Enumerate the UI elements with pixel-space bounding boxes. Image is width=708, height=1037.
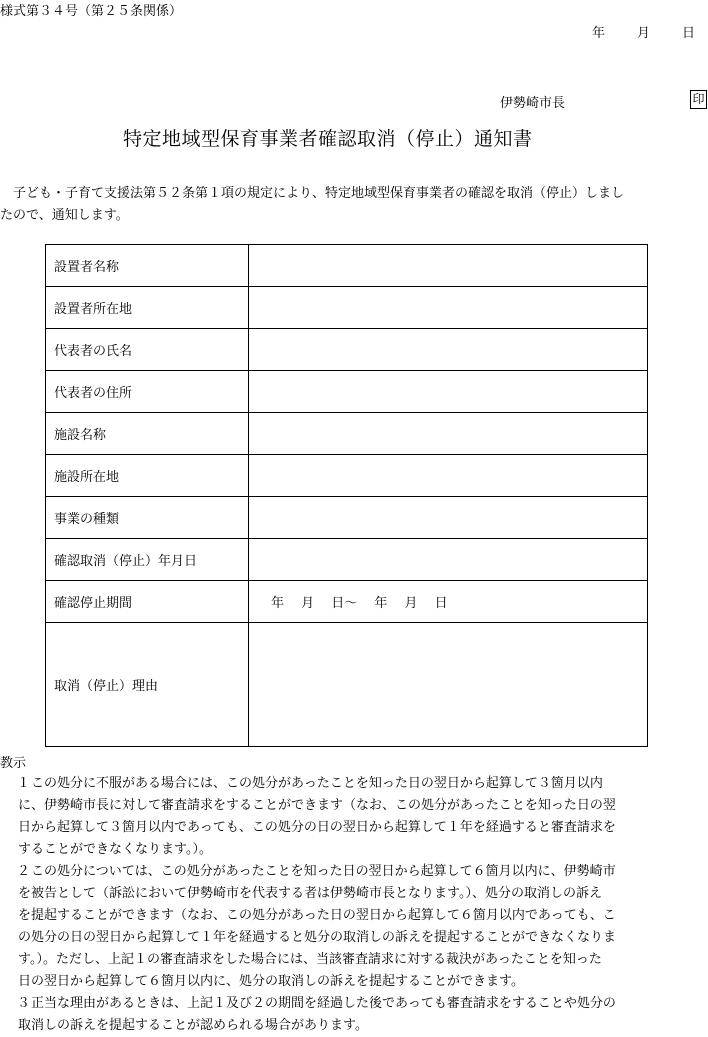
notes-heading: 教示 xyxy=(0,756,27,771)
row-value xyxy=(249,371,648,413)
row-value xyxy=(249,245,648,287)
form-number: 様式第３４号（第２５条関係） xyxy=(0,4,183,19)
row-value xyxy=(249,455,648,497)
note-line: 正当な理由があるときは、上記１及び２の期間を経過した後であっても審査請求をすることや処分の xyxy=(31,996,616,1011)
note-line: す。）。ただし、上記１の審査請求をした場合には、当該審査請求に対する裁決があったことを知った xyxy=(18,952,602,967)
note-line: を被告として（訴訟において伊勢崎市を代表する者は伊勢崎市長となります。）、処分の取消しの訴え xyxy=(18,886,602,901)
row-value xyxy=(249,497,648,539)
table-row xyxy=(46,623,648,747)
table-row xyxy=(46,329,648,371)
table-row xyxy=(46,245,648,287)
note-number: １ xyxy=(17,776,31,791)
table-row xyxy=(46,413,648,455)
row-label: 事業の種類 xyxy=(46,497,249,539)
row-label: 施設所在地 xyxy=(46,455,249,497)
note-line: することができなくなります。）。 xyxy=(18,842,212,857)
suspension-period-dates: 年 月 日～ 年 月 日 xyxy=(271,596,448,611)
row-value xyxy=(249,413,648,455)
row-value xyxy=(249,329,648,371)
table-row xyxy=(46,539,648,581)
table-row xyxy=(46,581,648,623)
note-item xyxy=(0,993,708,1037)
row-value xyxy=(249,623,648,747)
table-row xyxy=(46,455,648,497)
row-label: 設置者名称 xyxy=(46,245,249,287)
row-value xyxy=(249,539,648,581)
note-number: ２ xyxy=(17,864,31,879)
table-row xyxy=(46,371,648,413)
note-item xyxy=(0,773,708,861)
row-label: 確認停止期間 xyxy=(46,581,249,623)
document-title: 特定地域型保育事業者確認取消（停止）通知書 xyxy=(123,128,533,150)
seal-box: 印 xyxy=(690,90,707,109)
note-line: に、伊勢崎市長に対して審査請求をすることができます（なお、この処分があったことを知った日の翌 xyxy=(18,798,616,813)
row-label: 施設名称 xyxy=(46,413,249,455)
row-label: 代表者の住所 xyxy=(46,371,249,413)
row-label: 取消（停止）理由 xyxy=(46,623,249,747)
note-line: 日の翌日から起算して６箇月以内に、処分の取消しの訴えを提起することができます。 xyxy=(18,974,524,989)
table-row xyxy=(46,497,648,539)
note-line: 取消しの訴えを提起することが認められる場合があります。 xyxy=(18,1018,368,1033)
table-row xyxy=(46,287,648,329)
intro-line: 子ども・子育て支援法第５２条第１項の規定により、特定地域型保育事業者の確認を取消（停止）しまし xyxy=(13,186,625,201)
row-label: 確認取消（停止）年月日 xyxy=(46,539,249,581)
note-line: の処分の日の翌日から起算して１年を経過すると処分の取消しの訴えを提起することができなくなりま xyxy=(18,930,617,945)
note-line: この処分に不服がある場合には、この処分があったことを知った日の翌日から起算して３箇月以内 xyxy=(31,776,603,791)
intro-line: たので、通知します。 xyxy=(0,208,129,223)
note-number: ３ xyxy=(17,996,31,1011)
notes-list xyxy=(0,773,708,1037)
date-year: 年 xyxy=(592,26,606,41)
issuer-name: 伊勢崎市長 xyxy=(500,96,566,111)
note-line: を提起することができます（なお、この処分があった日の翌日から起算して６箇月以内であっても、こ xyxy=(18,908,616,923)
row-value xyxy=(249,287,648,329)
info-table xyxy=(45,244,648,747)
date-line xyxy=(592,22,695,41)
row-label: 設置者所在地 xyxy=(46,287,249,329)
note-item xyxy=(0,861,708,993)
date-day: 日 xyxy=(682,26,696,41)
intro-paragraph xyxy=(0,183,708,227)
note-line: 日から起算して３箇月以内であっても、この処分の日の翌日から起算して１年を経過すると審査請求を xyxy=(18,820,616,835)
date-month: 月 xyxy=(637,26,651,41)
row-value xyxy=(249,581,648,623)
note-line: この処分については、この処分があったことを知った日の翌日から起算して６箇月以内に、伊勢崎市 xyxy=(31,864,616,879)
row-label: 代表者の氏名 xyxy=(46,329,249,371)
